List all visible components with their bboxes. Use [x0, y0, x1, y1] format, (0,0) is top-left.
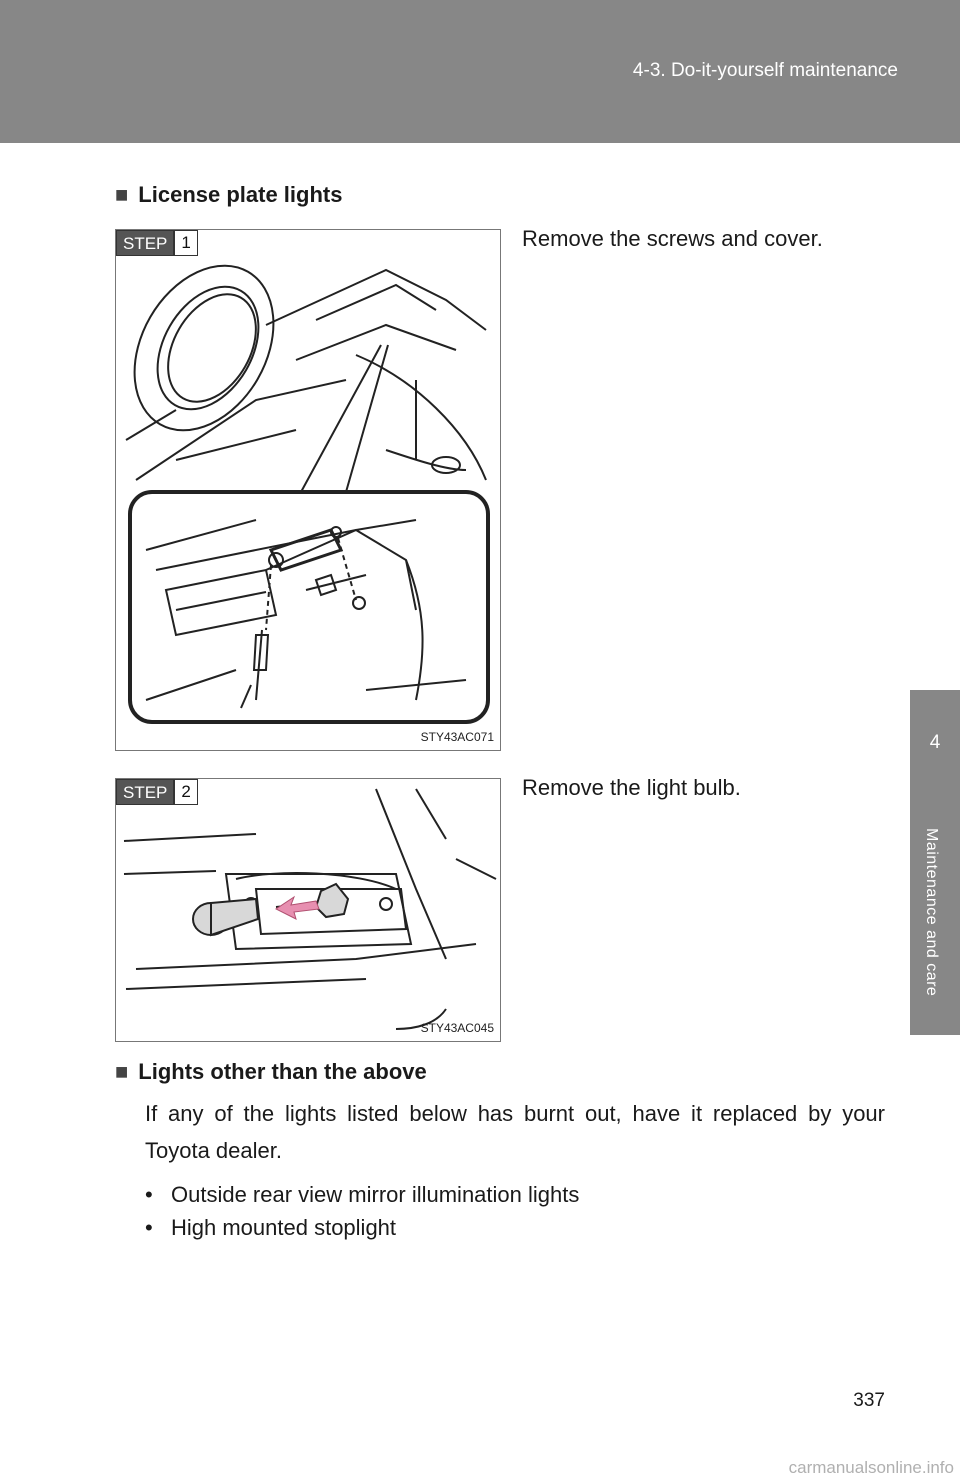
watermark: carmanualsonline.info [788, 1458, 954, 1477]
step-word: STEP [116, 779, 174, 805]
lights-list [145, 1178, 579, 1244]
step2-instruction: Remove the light bulb. [522, 775, 741, 800]
square-bullet-icon: ■ [115, 182, 129, 207]
bullet-icon: • [145, 1182, 153, 1207]
section-heading-license-plate [115, 182, 342, 208]
list-item-text: High mounted stoplight [171, 1215, 397, 1240]
chapter-tab [910, 690, 960, 1035]
page-number: 337 [853, 1390, 885, 1411]
list-item-text: Outside rear view mirror illumination lights [171, 1182, 580, 1207]
step-number: 2 [174, 779, 197, 805]
screws-cover-drawing [116, 230, 500, 750]
light-bulb-drawing [116, 779, 500, 1041]
square-bullet-icon: ■ [115, 1059, 129, 1084]
figure-code: STY43AC071 [420, 730, 494, 744]
step-word: STEP [116, 230, 174, 256]
step1-instruction: Remove the screws and cover. [522, 226, 823, 251]
list-item [145, 1211, 579, 1244]
figure-code: STY43AC045 [420, 1021, 494, 1035]
section-heading-other-lights [115, 1059, 427, 1085]
heading-text: Lights other than the above [138, 1059, 427, 1084]
heading-text: License plate lights [138, 182, 343, 207]
section-title: 4-3. Do-it-yourself maintenance [632, 60, 898, 81]
step-badge [116, 779, 198, 805]
step1-illustration [115, 229, 501, 751]
chapter-label: Maintenance and care [923, 828, 940, 997]
list-item [145, 1178, 579, 1211]
chapter-number: 4 [929, 732, 941, 753]
bullet-icon: • [145, 1215, 153, 1240]
page-header [0, 0, 960, 143]
step-number: 1 [174, 230, 197, 256]
step-badge [116, 230, 198, 256]
step2-illustration [115, 778, 501, 1042]
dealer-notice: If any of the lights listed below has burnt out, have it replaced by your Toyota dealer. [145, 1101, 885, 1163]
